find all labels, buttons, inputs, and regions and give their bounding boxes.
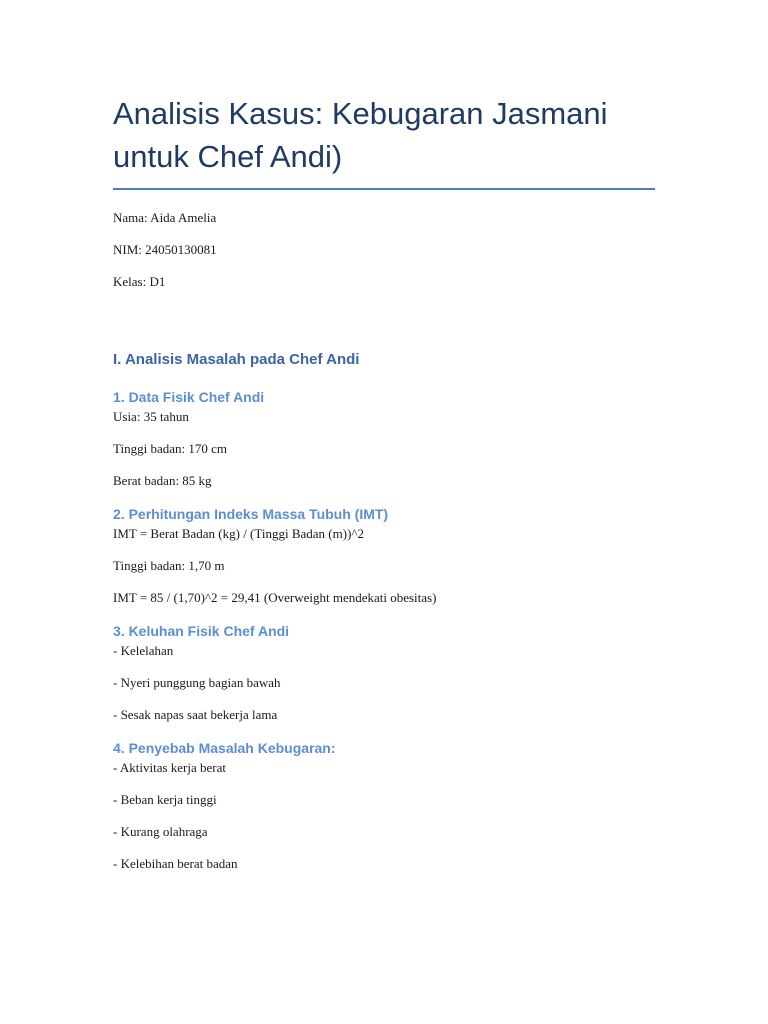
- keluhan-item: - Sesak napas saat bekerja lama: [113, 707, 278, 722]
- document-title: Analisis Kasus: Kebugaran Jasmani untuk Chef Andi): [113, 96, 608, 174]
- imt-line: IMT = Berat Badan (kg) / (Tinggi Badan (m))^2: [113, 526, 365, 541]
- keluhan-item: - Nyeri punggung bagian bawah: [113, 675, 281, 690]
- penyebab-item: - Kelebihan berat badan: [113, 856, 238, 871]
- data-fisik-line: Usia: 35 tahun: [113, 409, 189, 424]
- subheading-imt: 2. Perhitungan Indeks Massa Tubuh (IMT): [113, 506, 389, 522]
- keluhan-item: - Kelelahan: [113, 643, 174, 658]
- data-fisik-line: Tinggi badan: 170 cm: [113, 441, 227, 456]
- student-info: [113, 210, 655, 290]
- data-fisik-line: Berat badan: 85 kg: [113, 473, 212, 488]
- penyebab-item: - Aktivitas kerja berat: [113, 760, 226, 775]
- penyebab-item: - Beban kerja tinggi: [113, 792, 217, 807]
- imt-line: IMT = 85 / (1,70)^2 = 29,41 (Overweight mendekati obesitas): [113, 590, 437, 605]
- document-content: [113, 92, 655, 888]
- student-name: Nama: Aida Amelia: [113, 210, 217, 225]
- subheading-keluhan: 3. Keluhan Fisik Chef Andi: [113, 623, 290, 639]
- title-underline: [113, 188, 655, 190]
- subheading-penyebab: 4. Penyebab Masalah Kebugaran:: [113, 740, 336, 756]
- section-heading-analisis: I. Analisis Masalah pada Chef Andi: [113, 351, 360, 368]
- penyebab-item: - Kurang olahraga: [113, 824, 208, 839]
- imt-line: Tinggi badan: 1,70 m: [113, 558, 225, 573]
- student-nim: NIM: 24050130081: [113, 242, 217, 257]
- student-class: Kelas: D1: [113, 274, 166, 289]
- subheading-data-fisik: 1. Data Fisik Chef Andi: [113, 389, 265, 405]
